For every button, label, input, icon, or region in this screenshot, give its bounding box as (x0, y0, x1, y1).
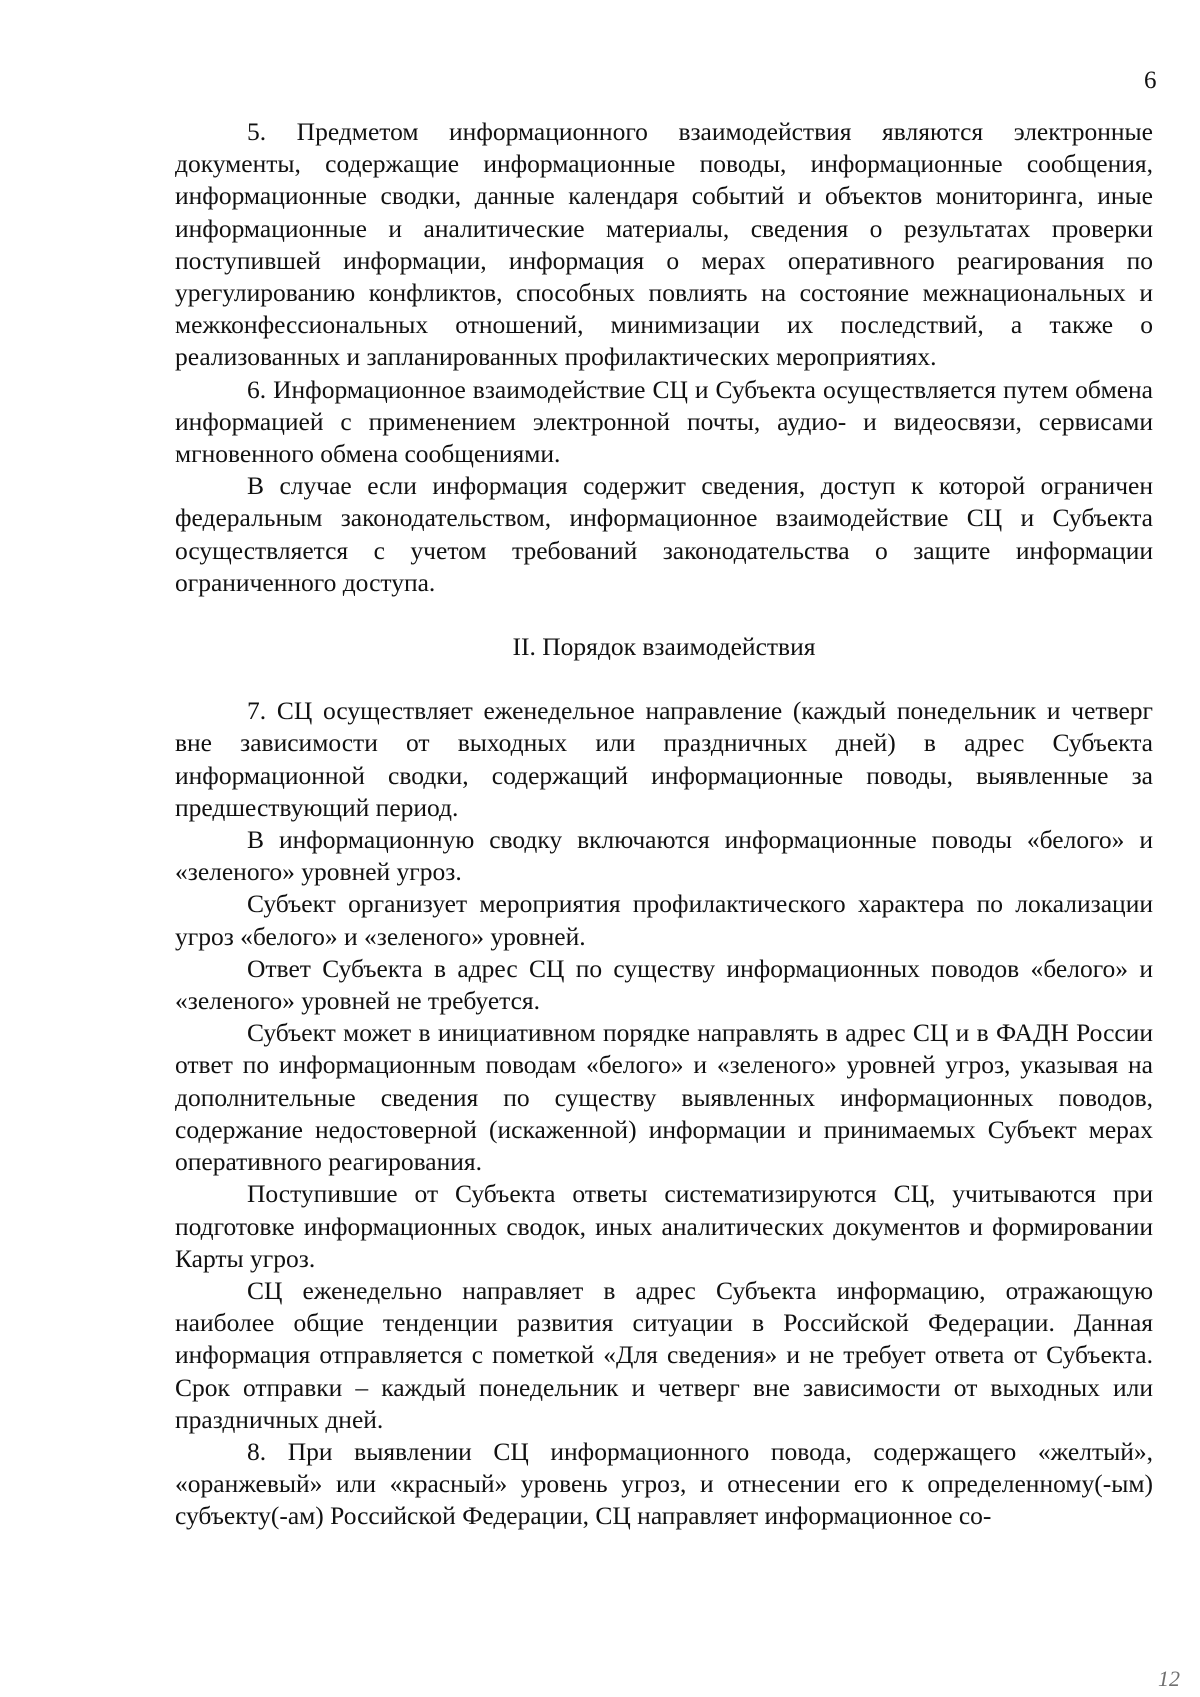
paragraph-restricted-info: В случае если информация содержит сведения, доступ к которой ограничен федеральным законодательством, информационное взаимодействие СЦ и Субъекта осуществляется с учетом требований законодательства о защите информации ограниченного доступа. (175, 471, 1153, 597)
paragraph-7: 7. СЦ осуществляет еженедельное направление (каждый понедельник и четверг вне зависимости от выходных или праздничных дней) в адрес Субъекта информационной сводки, содержащий информационные поводы, выявленные за предшествующий период. (175, 696, 1153, 822)
section-heading: II. Порядок взаимодействия (512, 632, 816, 662)
page-number: 6 (1144, 67, 1157, 94)
paragraph-5: 5. Предметом информационного взаимодействия являются электронные документы, содержащие информационные поводы, информационные сообщения, информационные сводки, данные календаря событий и объектов мониторинга, иные информационные и аналитические материалы, сведения о результатах проверки поступившей информации, информация о мерах оперативного реагирования по урегулированию конфликтов, способных повлиять на состояние межнациональных и межконфессиональных отношений, минимизации их последствий, а также о реализованных и запланированных профилактических мероприятиях. (175, 117, 1153, 372)
paragraph-8: 8. При выявлении СЦ информационного повода, содержащего «желтый», «оранжевый» или «красный» уровень угроз, и отнесении его к определенному(-ым) субъекту(-ам) Российской Федерации, СЦ направляет информационное со- (175, 1436, 1153, 1531)
handwritten-page-mark: 12 (1158, 1666, 1180, 1691)
paragraph-6: 6. Информационное взаимодействие СЦ и Субъекта осуществляется путем обмена информацией с применением электронной почты, аудио- и видеосвязи, сервисами мгновенного обмена сообщениями. (175, 374, 1153, 469)
paragraph-weekly-trends: СЦ еженедельно направляет в адрес Субъекта информацию, отражающую наиболее общие тенденции развития ситуации в Российской Федерации. Данная информация отправляется с пометкой «Для сведения» и не требует ответа от Субъекта. Срок отправки – каждый понедельник и четверг вне зависимости от выходных или праздничных дней. (175, 1275, 1153, 1434)
paragraph-subject-measures: Субъект организует мероприятия профилактического характера по локализации угроз «белого» и «зеленого» уровней. (175, 889, 1153, 951)
paragraph-no-response: Ответ Субъекта в адрес СЦ по существу информационных поводов «белого» и «зеленого» уровней не требуется. (175, 953, 1153, 1016)
document-body (175, 116, 1153, 1533)
paragraph-responses-systematized: Поступившие от Субъекта ответы систематизируются СЦ, учитываются при подготовке информационных сводок, иных аналитических документов и формировании Карты угроз. (175, 1179, 1153, 1273)
paragraph-initiative-response: Субъект может в инициативном порядке направлять в адрес СЦ и в ФАДН России ответ по информационным поводам «белого» и «зеленого» уровней угроз, указывая на дополнительные сведения по существу выявленных информационных поводов, содержание недостоверной (искаженной) информации и принимаемых Субъект мерах оперативного реагирования. (175, 1018, 1153, 1177)
paragraph-summary-content: В информационную сводку включаются информационные поводы «белого» и «зеленого» уровней угроз. (175, 825, 1153, 887)
